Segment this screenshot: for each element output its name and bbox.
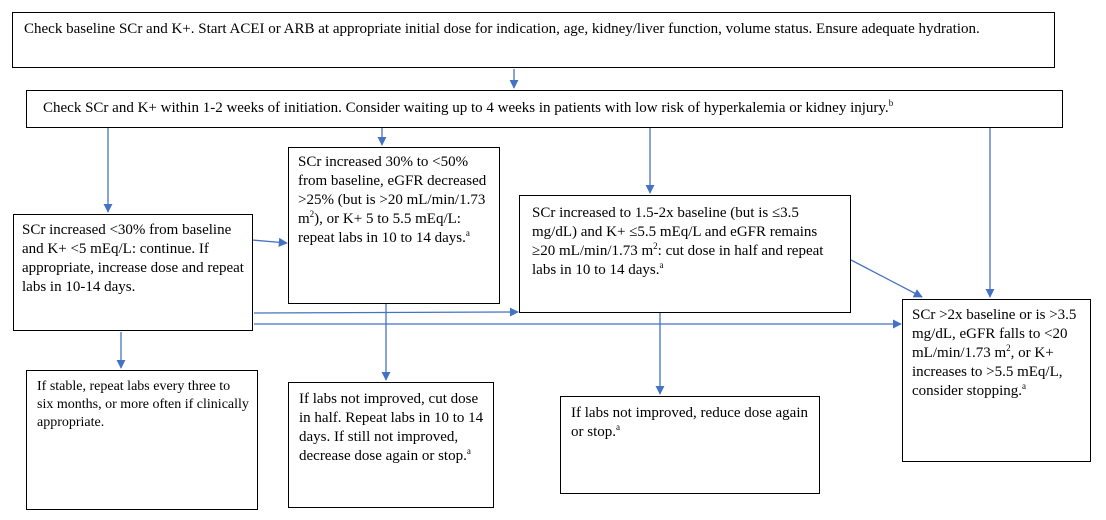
scr-gt2x-box xyxy=(902,299,1091,462)
check-labs-box xyxy=(26,90,1063,128)
scr-15-2x-text: SCr increased to 1.5-2x baseline (but is ≤3.5 mg/dL) and K+ ≤5.5 mEq/L and eGFR remains ≥20 mL/min/1.73 m xyxy=(532,205,818,259)
footnote-a: a xyxy=(1022,381,1026,391)
arrow-15-2x-to-gt2x xyxy=(851,260,922,297)
footnote-a: a xyxy=(465,228,470,238)
stable-box xyxy=(26,370,258,510)
scr-30-50-text: SCr increased 30% to <50% from baseline, eGFR decreased >25% (but is >20 mL/min/1.73 m xyxy=(298,154,487,227)
scr-15-2x-text-cont: : cut dose in half and repeat labs in 10 to 14 days. xyxy=(532,243,824,278)
scr-lt30-text: SCr increased <30% from baseline and K+ <5 mEq/L: continue. If appropriate, increase dose and repeat labs in 10-14 days. xyxy=(22,222,244,295)
scr-gt2x-text: SCr >2x baseline or is >3.5 mg/dL, eGFR falls to <20 mL/min/1.73 m xyxy=(912,307,1077,361)
not-improved-cut-box xyxy=(288,382,494,508)
check-labs-text: Check SCr and K+ within 1-2 weeks of initiation. Consider waiting up to 4 weeks in patients with low risk of hyperkalemia or kidney injury. xyxy=(43,100,889,116)
scr-15-2x-box xyxy=(519,195,851,313)
scr-lt30-box xyxy=(13,214,253,331)
scr-30-50-box xyxy=(288,147,500,304)
footnote-a: a xyxy=(616,422,620,432)
footnote-a: a xyxy=(466,446,471,456)
stable-text: If stable, repeat labs every three to six months, or more often if clinically appropriate. xyxy=(37,379,249,430)
scr-30-50-text-cont: ), or K+ 5 to 5.5 mEq/L: repeat labs in 10 to 14 days. xyxy=(298,211,466,246)
footnote-b: b xyxy=(888,98,894,108)
footnote-a: a xyxy=(659,260,664,270)
not-improved-reduce-text: If labs not improved, reduce dose again or stop. xyxy=(571,405,809,440)
baseline-box xyxy=(12,12,1055,68)
scr-gt2x-text-cont: , or K+ increases to >5.5 mEq/L, consider stopping. xyxy=(912,345,1063,399)
superscript-2: 2 xyxy=(653,241,658,251)
not-improved-reduce-box xyxy=(560,396,820,494)
not-improved-cut-text: If labs not improved, cut dose in half. Repeat labs in 10 to 14 days. If still not improved, decrease dose again or stop. xyxy=(299,391,484,464)
baseline-text: Check baseline SCr and K+. Start ACEI or ARB at appropriate initial dose for indication, age, kidney/liver function, volume status. Ensure adequate hydration. xyxy=(24,21,980,37)
superscript-2: 2 xyxy=(309,209,315,219)
arrow-lt30-to-30-50 xyxy=(252,240,287,243)
superscript-2: 2 xyxy=(1006,343,1011,353)
